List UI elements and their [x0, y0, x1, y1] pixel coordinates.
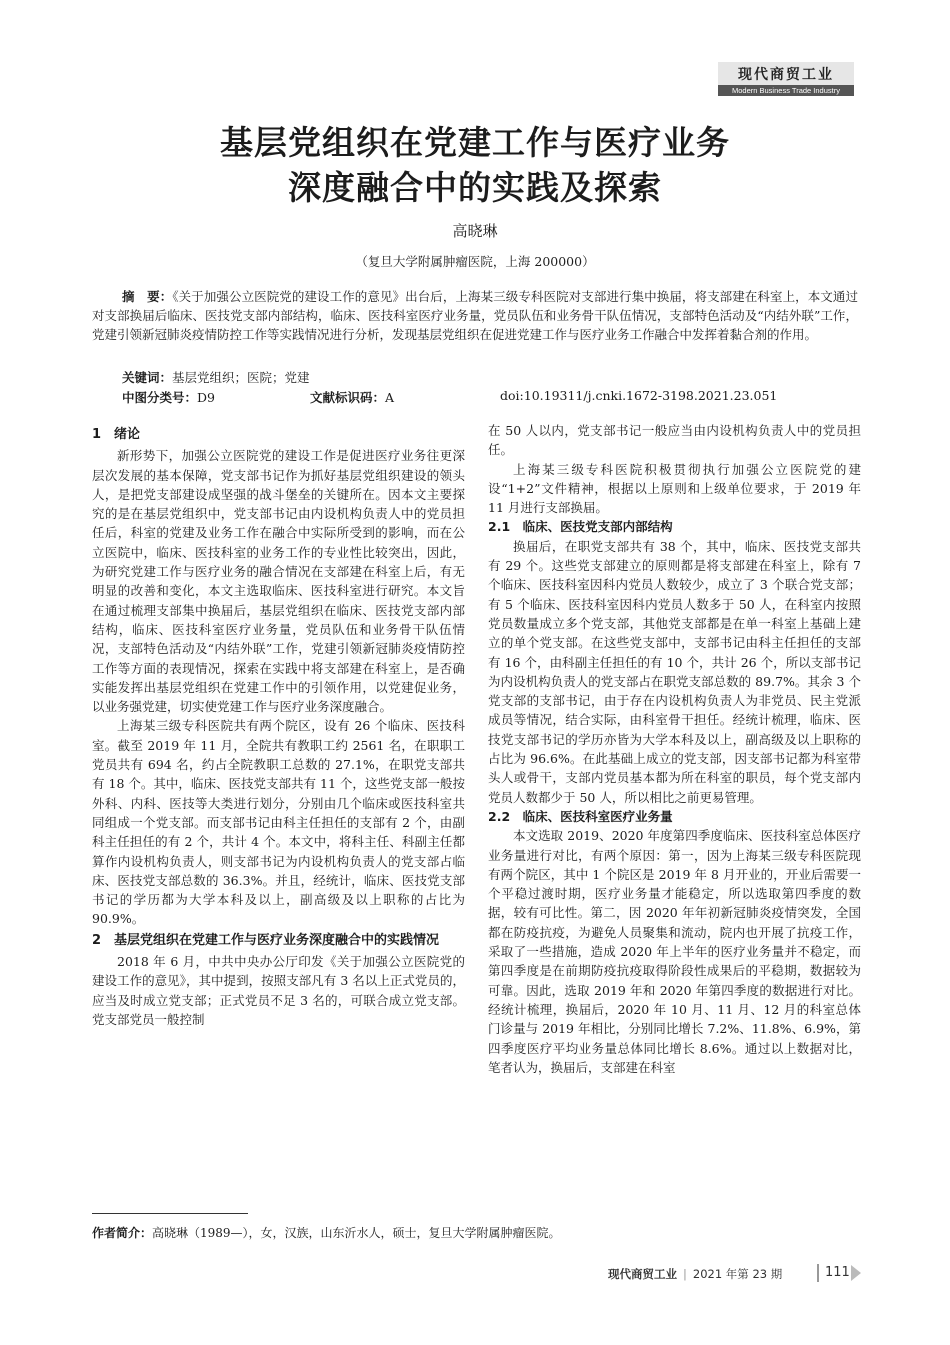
section-1-heading: 1 绪论 [92, 427, 141, 442]
author-name: 高晓琳 [452, 222, 498, 240]
right-column [488, 421, 861, 1077]
paragraph: 新形势下，加强公立医院党的建设工作是促进医疗业务往更深层次发展的基本保障，党支部书记作为抓好基层党组织建设的领头人，是把党支部建设成坚强的战斗堡垒的关键所在。因本文主要探究的是在基层党组织中，党支部书记由内设机构负责人中的党员担任后，科室的党建及业务工作在融合中实际所受到的影响，而在公立医院中，临床、医技科室的业务工作的专业性比较突出，因此，为研究党建工作与医疗业务的融合情况在支部建在科室上后，有无明显的改善和变化，本文主选取临床、医技科室进行研究。本文旨在通过梳理支部集中换届后，基层党组织在临床、医技党支部内部结构，临床、医技科室医疗业务量，党员队伍和业务骨干队伍情况，支部特色活动及“内结外联”工作，党建引领新冠肺炎疫情防控工作等方面的表现情况，探索在实践中将支部建在科室上，是否确实能发挥出基层党组织在党建工作中的引领作用，以党建促业务，以业务强党建，切实使党建工作与医疗业务深度融合。 [92, 448, 465, 715]
doc-code-value: A [385, 390, 395, 405]
paragraph: 换届后，在职党支部共有 38 个，其中，临床、医技党支部共有 29 个。这些党支部建立的原则都是将支部建在科室上，除有 7 个临床、医技科室因科内党员人数较少，成立了 3 个联合党支部；有 5 个临床、医技科室因科内党员人数多于 50 人，在科室内按照党员数量成立多个党支部，其他党支部都是在单一科室上基础上建立的单个党支部。在这些党支部中，支部书记由科主任担任的支部有 16 个，由科副主任担任的有 10 个，共计 26 个，所以支部书记为内设机构负责人的党支部占在职党支部总数的 89.7%。其余 3 个党支部的支部书记，由于存在内设机构负责人为非党员、民主党派成员等情况，结合实际，由科室骨干担任。经统计梳理，临床、医技党支部书记的学历亦皆为大学本科及以上，副高级及以上职称的占比为 96.6%。在此基础上成立的党支部，因支部书记都为科室带头人或骨干，支部内党员基本都为所在科室的职员，每个党支部内党员人数都少于 50 人，所以相比之前更易管理。 [488, 538, 861, 805]
paragraph: 2018 年 6 月，中共中央办公厅印发《关于加强公立医院党的建设工作的意见》，其中提到，按照支部凡有 3 名以上正式党员的，应当及时成立党支部；正式党员不足 3 名的，可联合成立党支部。党支部党员一般控制 [92, 954, 465, 1027]
footnote-text: 高晓琳（1989—），女，汉族，山东沂水人，硕士，复旦大学附属肿瘤医院。 [152, 1226, 561, 1240]
page-arrow-icon [851, 1265, 861, 1281]
footnote-divider [92, 1213, 248, 1214]
page-number-box [817, 1262, 865, 1284]
section-2-2-heading: 2.2 临床、医技科室医疗业务量 [488, 808, 673, 824]
section-2-heading: 2 基层党组织在党建工作与医疗业务深度融合中的实践情况 [92, 932, 440, 948]
abstract-text: 《关于加强公立医院党的建设工作的意见》出台后，上海某三级专科医院对支部进行集中换届，将支部建在科室上，本文通过对支部换届后临床、医技党支部内部结构，临床、医技科室医疗业务量，党员队伍和业务骨干队伍情况，支部特色活动及“内结外联”工作，党建引领新冠肺炎疫情防控工作等实践情况进行分析，发现基层党组织在促进党建工作与医疗业务工作融合中发挥着黏合剂的作用。 [92, 289, 858, 342]
abstract-label: 摘 要： [122, 289, 173, 304]
article-title-line1: 基层党组织在党建工作与医疗业务 [220, 123, 730, 162]
paragraph: 上海某三级专科医院共有两个院区，设有 26 个临床、医技科室。截至 2019 年 11 月，全院共有教职工约 2561 名，在职职工党员共有 694 名，约占全院教职工总数的 27.1%，在职党支部共有 18 个。其中，临床、医技党支部共有 11 个，这些党支部一般按外科、内科、医技等大类进行划分，分别由几个临床或医技科室共同组成一个党支部。而支部书记由科主任担任的支部有 2 个，由副科主任担任的有 2 个，共计 4 个。本文中，将科主任、科副主任都算作内设机构负责人，则支部书记为内设机构负责人的党支部占临床、医技党支部总数的 36.3%。并且，经统计，临床、医技党支部书记的学历都为大学本科及以上，副高级及以上职称的占比为 90.9%。 [92, 718, 465, 927]
journal-badge [718, 62, 854, 96]
keywords-label: 关键词： [122, 370, 173, 385]
footnote-label: 作者简介： [92, 1226, 153, 1240]
footer-journal: 现代商贸工业 [608, 1267, 677, 1281]
paragraph: 上海某三级专科医院积极贯彻执行加强公立医院党的建设“1+2”文件精神，根据以上原则和上级单位要求，于 2019 年 11 月进行支部换届。 [488, 461, 861, 516]
page-footer: 现代商贸工业 | 2021 年第 23 期 [608, 1267, 783, 1281]
clc-label: 中图分类号： [122, 390, 198, 405]
section-2-1-heading: 2.1 临床、医技党支部内部结构 [488, 519, 673, 535]
journal-name-cn: 现代商贸工业 [718, 62, 854, 85]
abstract [92, 287, 858, 344]
author-bio-footnote [92, 1224, 561, 1241]
doc-code-label: 文献标识码： [310, 390, 386, 405]
clc-number [122, 388, 215, 406]
document-code [310, 388, 394, 406]
doi: doi:10.19311/j.cnki.1672-3198.2021.23.051 [500, 388, 778, 403]
paragraph: 本文选取 2019、2020 年度第四季度临床、医技科室总体医疗业务量进行对比，有两个原因：第一，因为上海某三级专科医院现有两个院区，其中 1 个院区是 2019 年 8 月开业的，开业后需要一个平稳过渡时期，医疗业务量才能稳定，所以选取第四季度的数据，较有可比性。第二，因 2020 年年初新冠肺炎疫情突发，全国都在防疫抗疫，为避免人员聚集和流动，院内也开展了抗疫工作，采取了一些措施，造成 2020 年上半年的医疗业务量并不稳定，而第四季度是在前期防疫抗疫取得阶段性成果后的平稳期，数据较为可靠。因此，选取 2019 年和 2020 年第四季度的数据进行对比。经统计梳理，换届后，2020 年 10 月、11 月、12 月的科室总体门诊量与 2019 年相比，分别同比增长 7.2%、11.8%、6.9%，第四季度医疗平均业务量总体同比增长 8.6%。通过以上数据对比，笔者认为，换届后，支部建在科室 [488, 828, 861, 1075]
page-number: 111 [825, 1265, 850, 1280]
clc-value: D9 [197, 390, 215, 405]
footer-issue: 2021 年第 23 期 [692, 1267, 783, 1281]
keywords-text: 基层党组织；医院；党建 [172, 370, 310, 385]
article-title-line2: 深度融合中的实践及探索 [288, 168, 662, 207]
author-affiliation: （复旦大学附属肿瘤医院，上海 200000） [355, 254, 595, 269]
paragraph-continued: 在 50 人以内，党支部书记一般应当由内设机构负责人中的党员担任。 [488, 423, 861, 458]
page-marker-bar [817, 1264, 819, 1282]
keywords [122, 368, 310, 386]
left-column [92, 423, 465, 1029]
journal-name-en: Modern Business Trade Industry [718, 85, 854, 96]
